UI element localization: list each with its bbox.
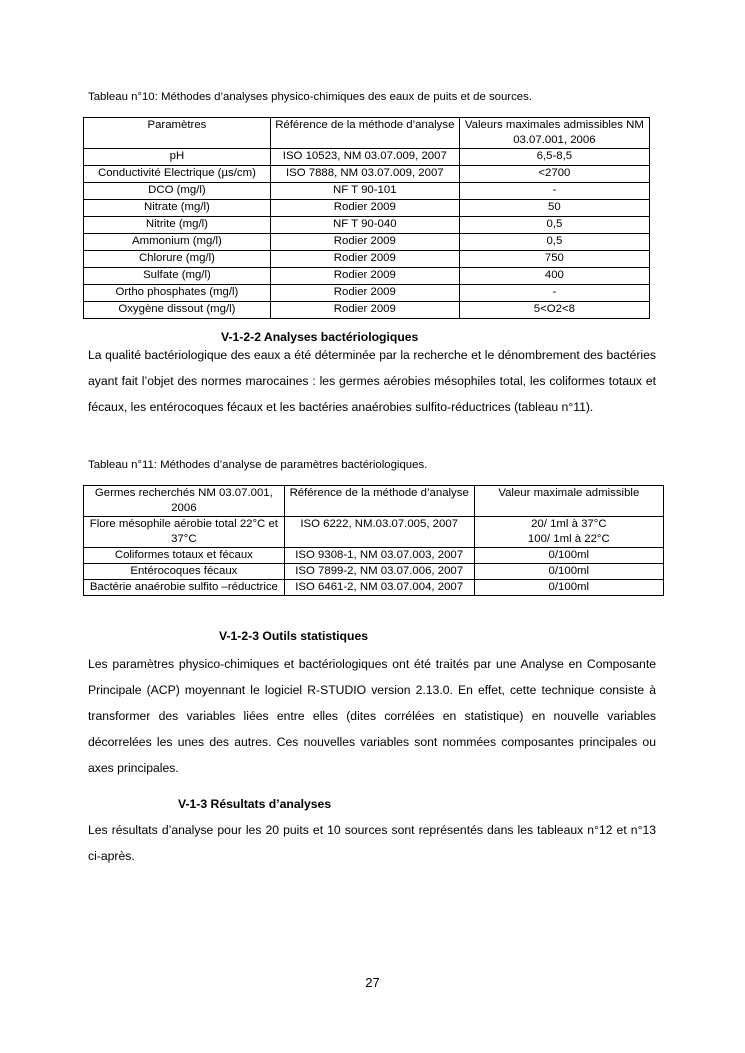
table-row [84, 166, 650, 183]
table-row [84, 564, 664, 580]
table-cell: 0/100ml [474, 580, 663, 596]
header-cell: Référence de la méthode d’analyse [284, 486, 474, 517]
table-cell: Rodier 2009 [270, 268, 459, 285]
table-row [84, 251, 650, 268]
table-cell: 6,5-8,5 [459, 149, 649, 166]
section-heading-statistics: V-1-2-3 Outils statistiques [219, 629, 368, 643]
table-cell: pH [84, 149, 271, 166]
table-cell: Flore mésophile aérobie total 22°C et 37°C [84, 517, 285, 548]
section-heading-bacteriological: V-1-2-2 Analyses bactériologiques [221, 330, 419, 344]
table-cell: Rodier 2009 [270, 302, 459, 319]
bacteriological-methods-table [83, 485, 664, 596]
table-cell: Bactérie anaérobie sulfito –réductrice [84, 580, 285, 596]
table10-caption: Tableau n°10: Méthodes d’analyses physico-chimiques des eaux de puits et de sources. [88, 91, 532, 103]
table-cell: Sulfate (mg/l) [84, 268, 271, 285]
table-cell: DCO (mg/l) [84, 183, 271, 200]
table-cell: ISO 7899-2, NM 03.07.006, 2007 [284, 564, 474, 580]
table-cell: 0/100ml [474, 564, 663, 580]
header-cell: Référence de la méthode d’analyse [270, 118, 459, 149]
header-cell: Paramètres [84, 118, 271, 149]
paragraph-results: Les résultats d’analyse pour les 20 puits et 10 sources sont représentés dans les tableaux n°12 et n°13 ci-après. [88, 823, 656, 863]
table-row [84, 183, 650, 200]
table-cell: NF T 90-101 [270, 183, 459, 200]
header-cell: Valeur maximale admissible [474, 486, 663, 517]
table-cell: - [459, 183, 649, 200]
table-cell: Rodier 2009 [270, 200, 459, 217]
table-cell: Nitrite (mg/l) [84, 217, 271, 234]
table-row [84, 302, 650, 319]
table-cell: 0,5 [459, 234, 649, 251]
table-cell: ISO 6222, NM.03.07.005, 2007 [284, 517, 474, 548]
physico-chemical-methods-table [83, 117, 650, 319]
table-cell: Coliformes totaux et fécaux [84, 548, 285, 564]
table-cell: <2700 [459, 166, 649, 183]
table-row [84, 548, 664, 564]
table-row [84, 149, 650, 166]
table-cell: ISO 10523, NM 03.07.009, 2007 [270, 149, 459, 166]
paragraph-bacteriological: La qualité bactériologique des eaux a été déterminée par la recherche et le dénombrement des bactéries ayant fait l’objet des normes marocaines : les germes aérobies mésophiles total, les coliformes totaux et fécaux, les entérocoques fécaux et les bactéries anaérobies sulfito-réductrices (tableau n°11). [88, 348, 656, 414]
table-cell: 0,5 [459, 217, 649, 234]
table-cell: 50 [459, 200, 649, 217]
table-cell: Oxygène dissout (mg/l) [84, 302, 271, 319]
table-cell: ISO 7888, NM 03.07.009, 2007 [270, 166, 459, 183]
table-cell: Entérocoques fécaux [84, 564, 285, 580]
table-cell: Conductivité Electrique (µs/cm) [84, 166, 271, 183]
header-row [84, 118, 650, 149]
table-row [84, 217, 650, 234]
header-cell: Germes recherchés NM 03.07.001, 2006 [84, 486, 285, 517]
table11-caption: Tableau n°11: Méthodes d’analyse de paramètres bactériologiques. [88, 459, 428, 471]
table-cell: ISO 6461-2, NM 03.07.004, 2007 [284, 580, 474, 596]
table-row [84, 517, 664, 548]
table-row [84, 200, 650, 217]
table-row [84, 580, 664, 596]
table-cell: Ortho phosphates (mg/l) [84, 285, 271, 302]
paragraph-statistics: Les paramètres physico-chimiques et bactériologiques ont été traités par une Analyse en Composante Principale (ACP) moyennant le logiciel R-STUDIO version 2.13.0. En effet, cette technique consiste à transformer des variables liées entre elles (dites corrélées en statistique) en nouvelle variables décorrelées les unes des autres. Ces nouvelles variables sont nommées composantes principales ou axes principales. [88, 657, 656, 775]
table-cell: Ammonium (mg/l) [84, 234, 271, 251]
table-cell: Rodier 2009 [270, 251, 459, 268]
table-cell: Rodier 2009 [270, 285, 459, 302]
table-cell: NF T 90-040 [270, 217, 459, 234]
table-cell: 20/ 1ml à 37°C 100/ 1ml à 22°C [474, 517, 663, 548]
table-cell: Chlorure (mg/l) [84, 251, 271, 268]
table-cell: 750 [459, 251, 649, 268]
section-heading-results: V-1-3 Résultats d’analyses [178, 797, 332, 811]
table-cell: 5<O2<8 [459, 302, 649, 319]
table-row [84, 285, 650, 302]
table-cell: ISO 9308-1, NM 03.07.003, 2007 [284, 548, 474, 564]
table-row [84, 268, 650, 285]
table-cell: 400 [459, 268, 649, 285]
page-number: 27 [365, 975, 380, 990]
table-row [84, 234, 650, 251]
header-row [84, 486, 664, 517]
table-cell: 0/100ml [474, 548, 663, 564]
table-cell: Rodier 2009 [270, 234, 459, 251]
header-cell: Valeurs maximales admissibles NM 03.07.001, 2006 [459, 118, 649, 149]
table-cell: Nitrate (mg/l) [84, 200, 271, 217]
table-cell: - [459, 285, 649, 302]
